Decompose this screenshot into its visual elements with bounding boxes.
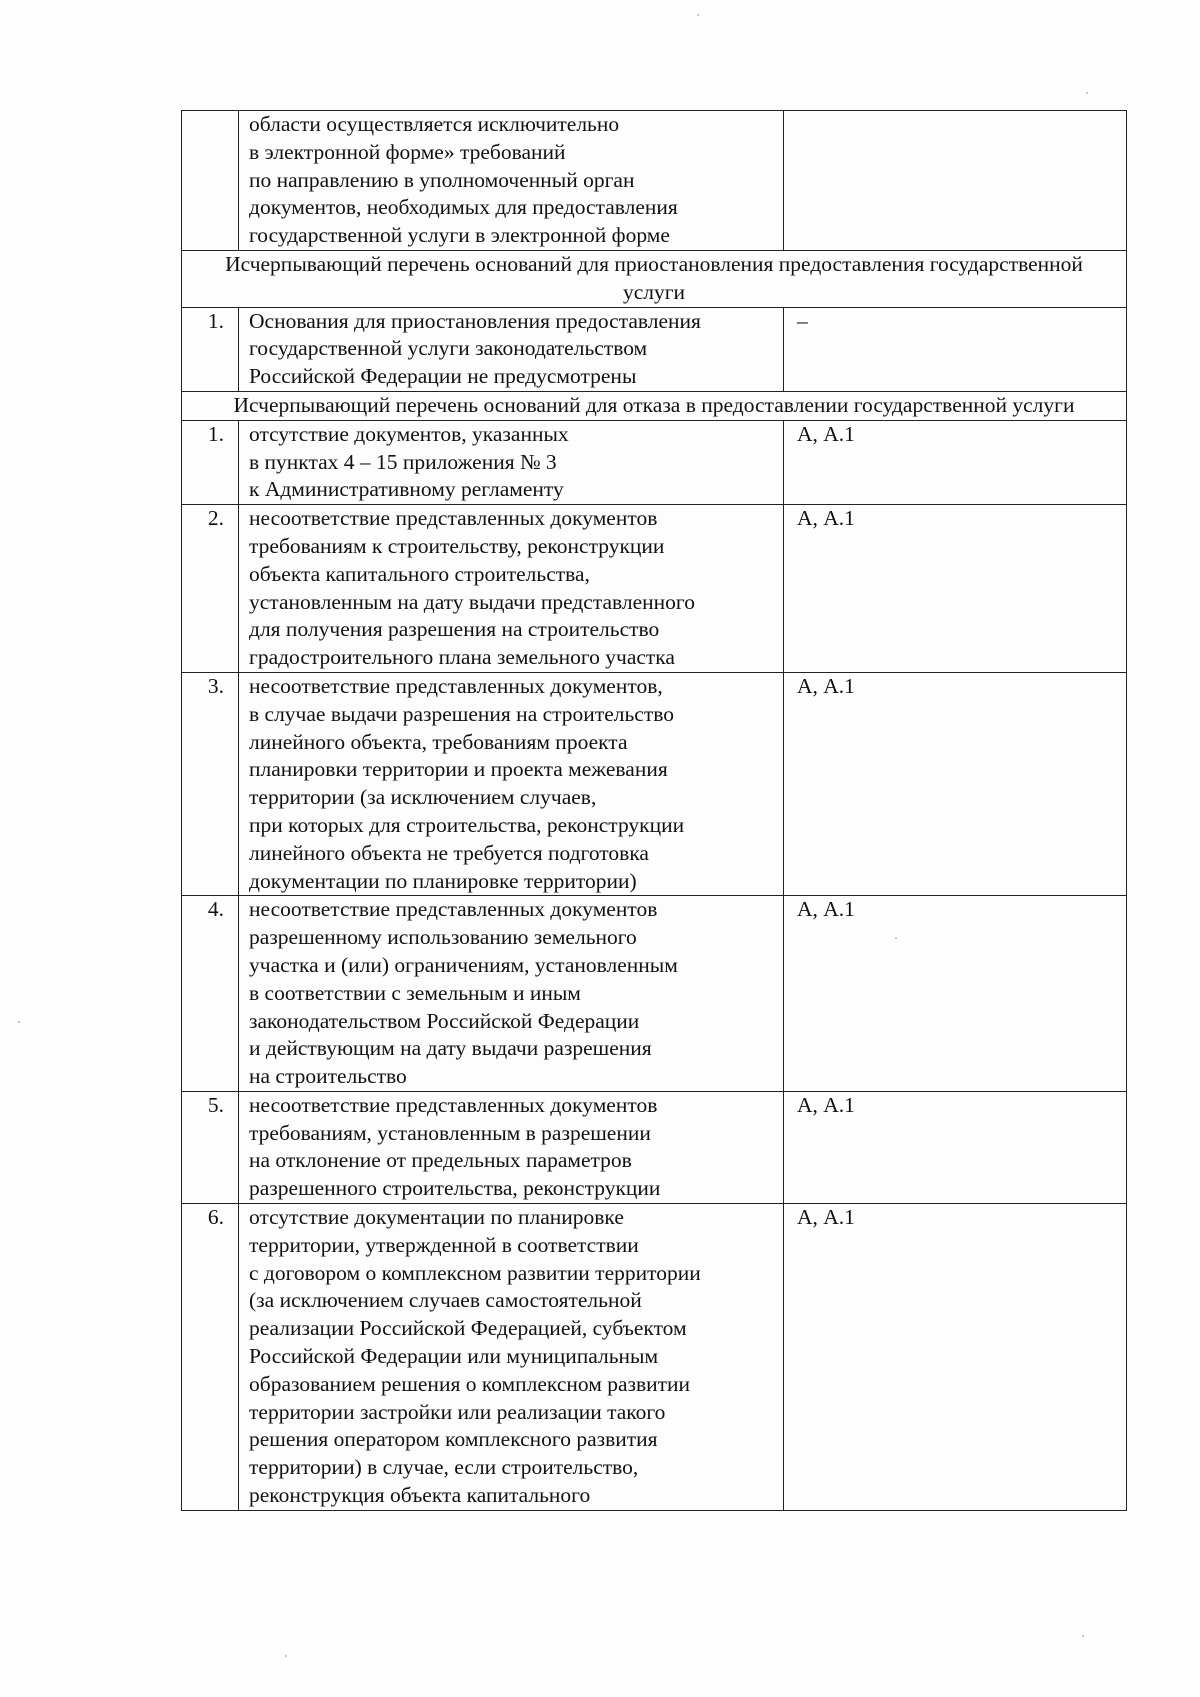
table-row [182,896,1127,1092]
row-number: 5. [182,1091,239,1203]
table-row [182,420,1127,504]
row-number: 1. [182,420,239,504]
section-heading-row-suspension [182,250,1127,307]
row-text: Основания для приостановления предоставления государственной услуги законодательством Российской Федерации не предусмотрены [239,307,784,391]
row-text: отсутствие документации по планировке территории, утвержденной в соответствии с договором о комплексном развитии территории (за исключением случаев самостоятельной реализации Российской Федерацией, субъектом Российской Федерации или муниципальным образованием решения о комплексном развитии территории застройки или реализации такого решения оператором комплексного развития территории) в случае, если строительство, реконструкция объекта капитального [239,1204,784,1511]
row-codes: А, А.1 [784,672,1127,895]
row-number [182,111,239,251]
scan-speck [895,937,897,939]
row-codes [784,111,1127,251]
section-heading-row-refusal [182,391,1127,420]
grounds-table [181,110,1127,1511]
table-row [182,672,1127,895]
row-codes: – [784,307,1127,391]
table-row [182,1204,1127,1511]
scan-speck [697,14,699,16]
table-row [182,505,1127,673]
row-text: несоответствие представленных документов требованиям, установленным в разрешении на отклонение от предельных параметров разрешенного строительства, реконструкции [239,1091,784,1203]
table-row [182,307,1127,391]
row-number: 6. [182,1204,239,1511]
section-heading-suspension: Исчерпывающий перечень оснований для приостановления предоставления государственной услуги [182,250,1127,307]
section-heading-refusal: Исчерпывающий перечень оснований для отказа в предоставлении государственной услуги [182,391,1127,420]
row-codes: А, А.1 [784,1091,1127,1203]
row-text: области осуществляется исключительно в электронной форме» требований по направлению в уполномоченный орган документов, необходимых для предоставления государственной услуги в электронной форме [239,111,784,251]
scan-speck [18,1021,20,1023]
row-codes: А, А.1 [784,420,1127,504]
row-text: отсутствие документов, указанных в пунктах 4 – 15 приложения № 3 к Административному регламенту [239,420,784,504]
row-number: 1. [182,307,239,391]
scan-speck [285,1655,287,1657]
table-row-continuation [182,111,1127,251]
scan-speck [1082,1635,1084,1637]
row-codes: А, А.1 [784,505,1127,673]
row-codes: А, А.1 [784,1204,1127,1511]
row-number: 4. [182,896,239,1092]
row-text: несоответствие представленных документов требованиям к строительству, реконструкции объекта капитального строительства, установленным на дату выдачи представленного для получения разрешения на строительство градостроительного плана земельного участка [239,505,784,673]
row-number: 2. [182,505,239,673]
row-text: несоответствие представленных документов разрешенному использованию земельного участка и (или) ограничениям, установленным в соответствии с земельным и иным законодательством Российской Федерации и действующим на дату выдачи разрешения на строительство [239,896,784,1092]
scan-speck [1086,92,1088,94]
table-row [182,1091,1127,1203]
row-number: 3. [182,672,239,895]
row-codes: А, А.1 [784,896,1127,1092]
row-text: несоответствие представленных документов, в случае выдачи разрешения на строительство линейного объекта, требованиям проекта планировки территории и проекта межевания территории (за исключением случаев, при которых для строительства, реконструкции линейного объекта не требуется подготовка документации по планировке территории) [239,672,784,895]
